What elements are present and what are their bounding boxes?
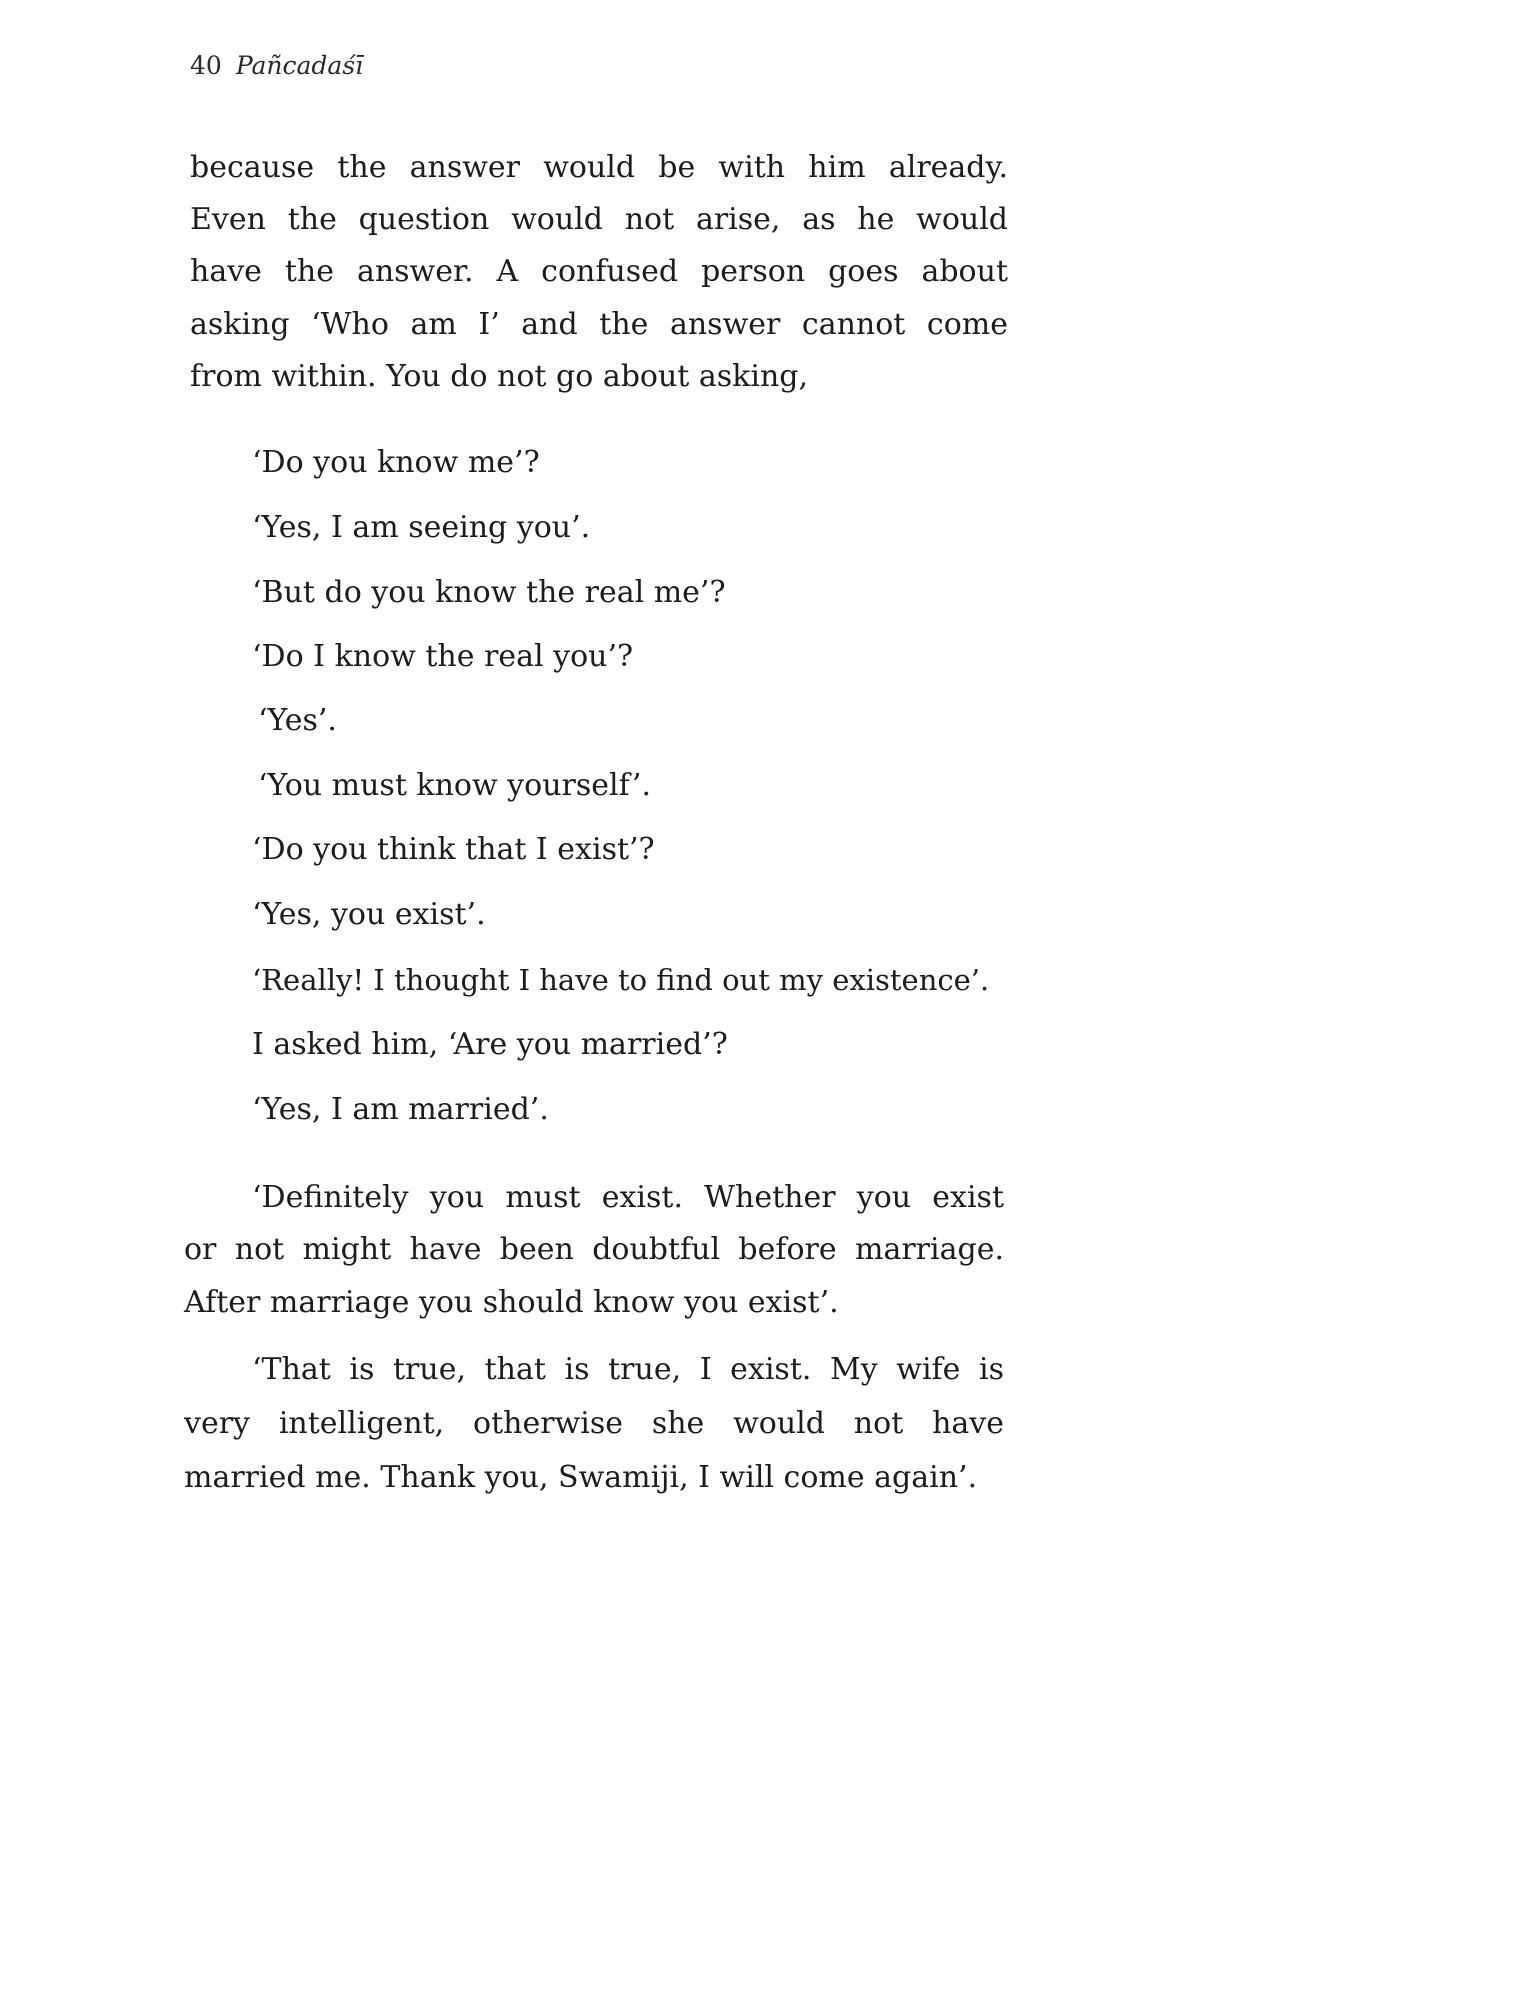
- book-title: Pañcadaśī: [235, 51, 364, 80]
- paragraph-line: because the answer would be with him already.: [190, 150, 1008, 185]
- dialogue-line: ‘Do you think that I exist’?: [252, 832, 655, 867]
- dialogue-line: ‘But do you know the real me’?: [252, 575, 726, 610]
- dialogue-line: ‘Do I know the real you’?: [252, 639, 634, 674]
- dialogue-line: ‘Do you know me’?: [252, 445, 540, 480]
- page-number: 40: [190, 51, 222, 80]
- running-header: [190, 48, 363, 84]
- dialogue-line: I asked him, ‘Are you married’?: [252, 1027, 728, 1062]
- paragraph-line: asking ‘Who am I’ and the answer cannot come: [190, 307, 1008, 342]
- paragraph-line: very intelligent, otherwise she would not have: [184, 1406, 1004, 1441]
- dialogue-line: ‘Yes, you exist’.: [252, 897, 486, 932]
- paragraph-line: After marriage you should know you exist’.: [184, 1285, 839, 1320]
- dialogue-line: ‘You must know yourself’.: [258, 768, 651, 803]
- paragraph-line: ‘That is true, that is true, I exist. My wife is: [252, 1352, 1004, 1387]
- dialogue-line: ‘Yes, I am seeing you’.: [252, 510, 591, 545]
- dialogue-line: ‘Really! I thought I have to find out my existence’.: [252, 963, 990, 997]
- paragraph-line: have the answer. A confused person goes about: [190, 254, 1008, 289]
- dialogue-line: ‘Yes, I am married’.: [252, 1092, 549, 1127]
- paragraph-line: ‘Definitely you must exist. Whether you exist: [252, 1180, 1004, 1215]
- paragraph-line: from within. You do not go about asking,: [190, 359, 809, 394]
- paragraph-line: Even the question would not arise, as he would: [190, 202, 1008, 237]
- paragraph-line: married me. Thank you, Swamiji, I will come again’.: [184, 1460, 978, 1495]
- dialogue-line: ‘Yes’.: [258, 703, 337, 738]
- paragraph-line: or not might have been doubtful before marriage.: [184, 1232, 1004, 1267]
